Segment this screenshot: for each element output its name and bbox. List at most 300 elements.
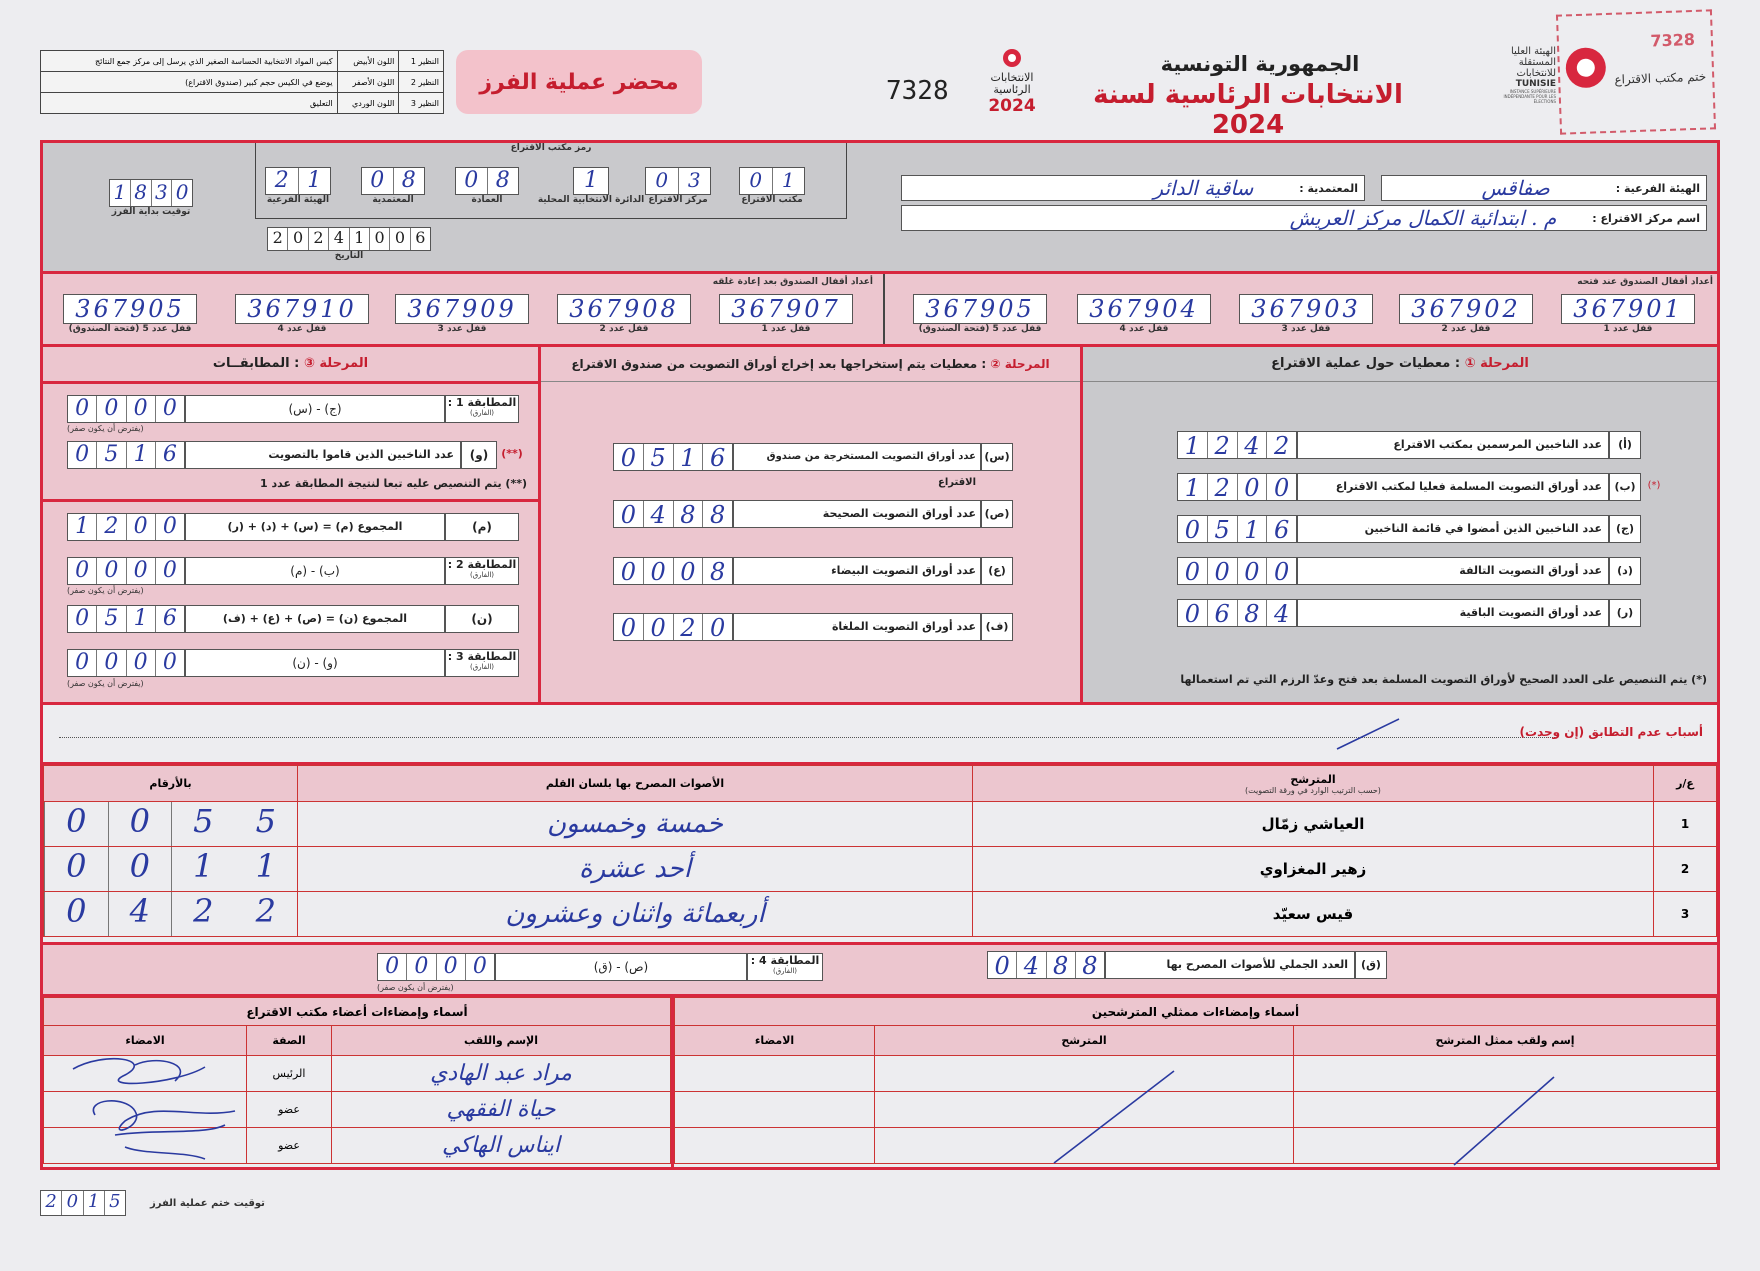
stage1-header: [1083, 347, 1717, 382]
candidate-digits: [44, 802, 298, 847]
stage2-section: [541, 347, 1083, 702]
doc-title-text: محضر عملية الفرز: [479, 69, 679, 95]
delegation-label: المعتمدية :: [1299, 181, 1358, 195]
sum-n-digits: [67, 605, 185, 633]
stage3-section: [43, 347, 541, 702]
row-code: (ر): [1609, 599, 1641, 627]
digit: 0: [126, 558, 155, 584]
delegation-value: ساقية الدائر: [1153, 176, 1254, 200]
lock-value: 367903: [1239, 294, 1373, 324]
candidate-row: [44, 892, 1717, 937]
total-label: العدد الجملي للأصوات المصرح بها: [1105, 951, 1355, 979]
digit: 1: [126, 606, 155, 632]
close-lock-3: [395, 294, 529, 334]
match3-sub: (الفارق): [469, 663, 495, 671]
digit: 0: [655, 168, 669, 192]
digit: 0: [126, 396, 155, 422]
digit: 4: [643, 501, 673, 527]
digit: 2: [1266, 432, 1296, 458]
office-stamp: [1556, 9, 1716, 134]
row-digits: [613, 613, 733, 641]
digit: 0: [61, 1191, 82, 1215]
digit: 6: [410, 228, 430, 250]
match3-label: المطابقة 3 :: [447, 650, 517, 663]
legend-table: [40, 50, 444, 114]
lock-value: 367905: [63, 294, 197, 324]
digit: 0: [96, 650, 125, 676]
members-header-row: [44, 1026, 671, 1056]
row-digits: [1177, 557, 1297, 585]
voters-mark: (**): [501, 447, 523, 460]
code-boxes: [573, 167, 609, 195]
digit: 4: [1237, 432, 1267, 458]
row-label: عدد أوراق التصويت التالفة: [1297, 557, 1609, 585]
stage1-row-j: [1177, 515, 1667, 543]
digit: 0: [1184, 558, 1201, 586]
legend-desc: يوضع في الكيس حجم كبير (صندوق الاقتراع): [41, 72, 338, 93]
row-code: (د): [1609, 557, 1641, 585]
digit: 1: [673, 444, 703, 470]
reps-table: [674, 997, 1717, 1167]
digit: 2: [45, 1191, 57, 1212]
lock-label: قفل عدد 2: [1441, 324, 1491, 334]
match4-digits: [377, 953, 495, 981]
voters-note: [67, 477, 527, 490]
code-label: الدائرة الانتخابية المحلية: [537, 195, 645, 205]
row-label: عدد الناخبين الذين أمضوا في قائمة الناخبين: [1297, 515, 1609, 543]
office-code-title: رمز مكتب الاقتراع: [510, 143, 592, 153]
sum-m-digits: [67, 513, 185, 541]
row-label: عدد أوراق التصويت الصحيحة: [733, 500, 981, 528]
candidates-table: [43, 762, 1717, 942]
match2-label-box: [445, 557, 519, 585]
open-lock-2: [1399, 294, 1533, 334]
digit: 0: [749, 168, 763, 192]
date-label: التاريخ: [334, 251, 364, 261]
candidate-digits: [44, 847, 298, 892]
match2-label: المطابقة 2 :: [447, 558, 517, 571]
digit: 0: [44, 892, 108, 936]
lock-value: 367902: [1399, 294, 1533, 324]
digit: 0: [620, 444, 637, 472]
digit: 0: [465, 954, 494, 980]
match3-row: [67, 649, 519, 677]
reps-strike-lines: [674, 997, 1717, 1167]
stage1-prefix: المرحلة ①: [1464, 356, 1529, 371]
col-digits: بالأرقام: [44, 766, 298, 802]
lock-label: قفل عدد 2: [599, 324, 649, 334]
match4-note: (يفترض أن يكون صفر): [377, 983, 454, 992]
digit: 0: [44, 847, 108, 891]
legend-num: النظير 1: [399, 51, 444, 72]
lock-label: قفل عدد 3: [1281, 324, 1331, 334]
digit: 0: [1237, 558, 1267, 584]
digit: 1: [1184, 432, 1201, 460]
sum-n-code: (ن): [445, 605, 519, 633]
date-boxes: [267, 227, 431, 251]
code-label: المعتمدية: [372, 195, 414, 205]
match1-label-box: [445, 395, 519, 423]
digit: 6: [155, 442, 184, 468]
digit: 0: [75, 650, 90, 675]
match4-row: [377, 953, 823, 981]
lock-label: قفل عدد 4: [277, 324, 327, 334]
match2-digits: [67, 557, 185, 585]
legend-color: اللون الأبيض: [337, 51, 399, 72]
col-num: ع/ر: [1654, 766, 1717, 802]
digit: 4: [1266, 600, 1296, 626]
digit: 2: [272, 228, 283, 247]
digit: 8: [1046, 952, 1075, 978]
row-code: (ع): [981, 557, 1013, 585]
digit: 6: [155, 606, 184, 632]
digit: 5: [255, 802, 276, 840]
lock-value: 367905: [913, 294, 1047, 324]
digit: 0: [1266, 558, 1296, 584]
election-title: الانتخابات الرئاسية لسنة 2024: [1093, 80, 1403, 140]
flag-icon: [1002, 48, 1022, 68]
match1-label: المطابقة 1 :: [447, 396, 517, 409]
voters-row: [67, 441, 527, 469]
digit: 8: [702, 558, 732, 584]
digit: 2: [308, 228, 328, 250]
close-locks-title: أعداد أقفال الصندوق بعد إعادة غلقه: [712, 277, 873, 287]
mismatch-strike-icon: [1333, 713, 1403, 753]
digit-boxes: [44, 892, 297, 936]
lock-label: قفل عدد 5 (فتحة الصندوق): [918, 324, 1042, 334]
digit: 0: [389, 228, 409, 250]
code-group-5: [643, 167, 713, 205]
row-digits: [613, 443, 733, 471]
candidate-num: 3: [1654, 892, 1717, 937]
code-group-3: [455, 167, 519, 205]
sum-m-code: (م): [445, 513, 519, 541]
digit: 1: [75, 514, 90, 539]
code-label: مركز الاقتراع: [648, 195, 708, 205]
row-mark: (*): [1647, 480, 1661, 491]
open-lock-1: [1561, 294, 1695, 334]
candidate-num: 2: [1654, 847, 1717, 892]
col-member-role: الصفة: [247, 1026, 332, 1056]
digit: 0: [1184, 516, 1201, 544]
sub-authority-value: صفاقس: [1481, 176, 1550, 200]
locks-section: [43, 271, 1717, 347]
digit: 0: [171, 180, 192, 206]
digit: 0: [126, 650, 155, 676]
candidate-name: قيس سعيّد: [973, 892, 1654, 937]
digit: 1: [1237, 516, 1267, 542]
start-time-boxes: [109, 179, 193, 207]
digit: 0: [370, 168, 385, 193]
signatures-drawing: [65, 1055, 245, 1165]
digit: 3: [151, 180, 172, 206]
candidate-words: أربعمائة واثنان وعشرون: [298, 892, 973, 937]
digit: 1: [584, 168, 598, 193]
code-boxes: [455, 167, 519, 195]
code-group-4: [531, 167, 651, 205]
match1-row: [67, 395, 519, 423]
member-name: حياة الفقهي: [332, 1092, 671, 1128]
stage2-row-fa: [613, 613, 1013, 641]
match2-sub: (الفارق): [469, 571, 495, 579]
total-digits: [987, 951, 1105, 979]
digit: 0: [464, 168, 479, 193]
lock-label: قفل عدد 1: [1603, 324, 1653, 334]
sub-authority-field: [1381, 175, 1707, 201]
total-votes-row: [987, 951, 1387, 979]
tunisia-emblem-icon: [1563, 45, 1609, 91]
col-rep-sig: الامضاء: [675, 1026, 875, 1056]
row-code: (أ): [1609, 431, 1641, 459]
digit: 0: [702, 614, 732, 640]
digit: 0: [155, 558, 184, 584]
lock-value: 367909: [395, 294, 529, 324]
mismatch-row: [43, 702, 1717, 762]
candidate-row: [44, 847, 1717, 892]
digit: 0: [369, 228, 389, 250]
digit: 0: [287, 228, 307, 250]
stage3-prefix: المرحلة ③: [303, 356, 369, 371]
match4-label-box: [747, 953, 823, 981]
code-boxes: [265, 167, 331, 195]
col-member-sig: الامضاء: [44, 1026, 247, 1056]
legend-color: اللون الأصفر: [337, 72, 399, 93]
digit: 0: [436, 954, 465, 980]
stage2-row-ain: [613, 557, 1013, 585]
match2-row: [67, 557, 519, 585]
logo-text: الانتخابات الرئاسية: [990, 71, 1034, 96]
code-group-1: [265, 167, 331, 205]
candidate-words: أحد عشرة: [298, 847, 973, 892]
digit: 0: [108, 802, 172, 846]
row-mark: [1641, 515, 1667, 543]
code-label: مكتب الاقتراع: [741, 195, 803, 205]
row-digits: [1177, 599, 1297, 627]
sum-m-row: [67, 513, 519, 541]
digit: 8: [130, 180, 151, 206]
row-mark: [1641, 431, 1667, 459]
member-role: عضو: [247, 1128, 332, 1164]
digit: 2: [274, 168, 289, 193]
row-digits: [613, 500, 733, 528]
legend-desc: كيس المواد الانتخابية الحساسة الصغير الذي يرسل إلى مركز جمع النتائج: [41, 51, 338, 72]
stage1-row-d: [1177, 557, 1667, 585]
match1-sub: (الفارق): [469, 409, 495, 417]
stage2-prefix: المرحلة ②: [990, 357, 1050, 371]
match3-digits: [67, 649, 185, 677]
stage2-row-sad: [613, 500, 1013, 528]
mismatch-dotted-line: [59, 737, 1555, 738]
stage2-row-s: [613, 443, 1013, 488]
info-section: [43, 143, 1717, 271]
open-lock-4: [1077, 294, 1211, 334]
mismatch-label: أسباب عدم التطابق (إن وجدت): [1519, 725, 1703, 739]
digit: 4: [108, 892, 172, 936]
col-words: الأصوات المصرح بها بلسان القلم: [298, 766, 973, 802]
isie-name: الهيئة العليا المستقلة للانتخابات: [1510, 46, 1556, 79]
election-logo: [982, 48, 1042, 116]
match3-label-box: [445, 649, 519, 677]
digit: 0: [1207, 558, 1237, 584]
digit: 0: [1266, 474, 1296, 500]
legend-row: [41, 72, 444, 93]
lock-label: قفل عدد 4: [1119, 324, 1169, 334]
center-value: م . ابتدائية الكمال مركز العريش: [1289, 206, 1557, 230]
stamp-label: ختم مكتب الاقتراع: [1614, 69, 1707, 87]
row-label: عدد أوراق التصويت المسلمة فعليا لمكتب الاقتراع: [1297, 473, 1609, 501]
digit: 0: [643, 614, 673, 640]
digit: 5: [643, 444, 673, 470]
col-rep-candidate: المترشح: [875, 1026, 1294, 1056]
match3-formula: (و) - (ن): [185, 649, 445, 677]
total-code: (ق): [1355, 951, 1387, 979]
row-digits: [1177, 515, 1297, 543]
digit: 1: [772, 168, 805, 194]
start-time: [109, 179, 193, 217]
row-code: (ب): [1609, 473, 1641, 501]
sum-n-formula: المجموع (ن) = (ص) + (ع) + (ف): [185, 605, 445, 633]
row-code: (س): [981, 443, 1013, 471]
digit-boxes: [44, 802, 297, 846]
stage1-section: [1083, 347, 1717, 702]
digit: 4: [1016, 952, 1045, 978]
digit: 5: [96, 442, 125, 468]
end-time: [40, 1190, 265, 1216]
stage3-title: : المطابقــات: [212, 356, 304, 371]
match3-note: (يفترض أن يكون صفر): [67, 679, 144, 688]
member-role: الرئيس: [247, 1056, 332, 1092]
digit: 4: [328, 228, 348, 250]
lock-value: 367908: [557, 294, 691, 324]
code-label: الهيئة الفرعية: [266, 195, 330, 205]
digit: 0: [108, 847, 172, 891]
isie-fr: INSTANCE SUPÉRIEURE INDÉPENDANTE POUR LES ÉLECTIONS: [1503, 89, 1556, 104]
code-boxes: [361, 167, 425, 195]
col-candidate-title: المترشح: [1290, 772, 1336, 786]
digit: 8: [487, 168, 519, 194]
digit: 0: [673, 558, 703, 584]
digit-boxes: [44, 847, 297, 891]
totals-row: [43, 942, 1717, 997]
voters-code: (و): [461, 441, 497, 469]
lock-value: 367904: [1077, 294, 1211, 324]
digit: 0: [620, 614, 637, 642]
digit: 0: [994, 952, 1010, 980]
close-lock-5: [63, 294, 197, 334]
stage1-row-b: [1177, 473, 1667, 501]
digit: 5: [96, 606, 125, 632]
row-label: عدد أوراق التصويت المستخرجة من صندوق الاقتراع: [733, 443, 981, 471]
row-code: (ج): [1609, 515, 1641, 543]
members-title: أسماء وإمضاءات أعضاء مكتب الاقتراع: [44, 998, 671, 1026]
legend-num: النظير 2: [399, 72, 444, 93]
row-label: عدد أوراق التصويت الباقية: [1297, 599, 1609, 627]
stage2-header: [541, 347, 1080, 382]
digit: 0: [620, 501, 637, 529]
country-name: الجمهورية التونسية: [1160, 52, 1360, 76]
candidate-row: [44, 802, 1717, 847]
code-label: العمادة: [471, 195, 503, 205]
doc-number: 7328: [886, 76, 949, 106]
digit: 8: [393, 168, 425, 194]
close-lock-2: [557, 294, 691, 334]
digit: 0: [155, 514, 184, 540]
digit: 2: [1207, 474, 1237, 500]
doc-title: [456, 50, 702, 114]
candidate-name: العياشي زمّال: [973, 802, 1654, 847]
stamp-number: 7328: [1650, 29, 1696, 51]
sum-m-formula: المجموع (م) = (س) + (د) + (ر): [185, 513, 445, 541]
digit: 0: [155, 396, 184, 422]
digit: 1: [126, 442, 155, 468]
start-time-label: توقيت بداية الفرز: [111, 207, 191, 217]
stage1-row-r: [1177, 599, 1667, 627]
code-group-2: [361, 167, 425, 205]
members-table: [43, 997, 674, 1167]
digit: 0: [406, 954, 435, 980]
isie-acronym: TUNISIE: [1515, 79, 1556, 89]
members-title-row: [44, 998, 671, 1026]
date-field: [267, 227, 431, 261]
match4-label: المطابقة 4 :: [750, 954, 820, 967]
digit: 5: [1207, 516, 1237, 542]
col-rep-name: إسم ولقب ممثل المترشح: [1294, 1026, 1717, 1056]
digit: 0: [75, 396, 90, 421]
center-label: اسم مركز الاقتراع :: [1592, 211, 1700, 225]
open-lock-3: [1239, 294, 1373, 334]
row-digits: [1177, 473, 1297, 501]
digit: 2: [255, 892, 276, 930]
legend-desc: التعليق: [41, 93, 338, 114]
voters-note-text: (**) يتم التنصيص عليه تبعا لنتيجة المطابقة عدد 1: [260, 477, 527, 490]
sub-authority-label: الهيئة الفرعية :: [1615, 181, 1700, 195]
digit: 0: [96, 558, 125, 584]
col-candidate-sub: (حسب الترتيب الوارد في ورقة التصويت): [1245, 785, 1381, 795]
digit: 0: [75, 442, 90, 467]
digit: 3: [678, 168, 711, 194]
stage1-title: : معطيات حول عملية الاقتراع: [1271, 356, 1465, 371]
end-time-boxes: [40, 1190, 126, 1216]
row-code: (ص): [981, 500, 1013, 528]
row-label: عدد أوراق التصويت الملغاة: [733, 613, 981, 641]
reps-title: أسماء وإمضاءات ممثلي المترشحين: [675, 998, 1717, 1026]
sum-n-row: [67, 605, 519, 633]
legend-row: [41, 51, 444, 72]
col-candidate: [973, 766, 1654, 802]
digit: 0: [1184, 600, 1201, 628]
lock-value: 367907: [719, 294, 853, 324]
digit: 5: [171, 802, 235, 846]
digit: 0: [1237, 474, 1267, 500]
digit: 1: [83, 1191, 104, 1215]
stage3-header: [43, 347, 538, 384]
digit: 0: [620, 558, 637, 586]
col-member-name: الإسم واللقب: [332, 1026, 671, 1056]
digit: 8: [673, 501, 703, 527]
member-name: مراد عبد الهادي: [332, 1056, 671, 1092]
digit: 0: [75, 558, 90, 583]
digit: 0: [96, 396, 125, 422]
row-digits: [1177, 431, 1297, 459]
digit: 6: [1207, 600, 1237, 626]
stage2-title: : معطيات يتم إستخراجها بعد إخراج أوراق التصويت من صندوق الاقتراع: [571, 357, 991, 371]
code-group-6: [737, 167, 807, 205]
lock-value: 367901: [1561, 294, 1695, 324]
row-mark: [1641, 557, 1667, 585]
candidate-digits: [44, 892, 298, 937]
close-lock-4: [235, 294, 369, 334]
candidate-words: خمسة وخمسون: [298, 802, 973, 847]
